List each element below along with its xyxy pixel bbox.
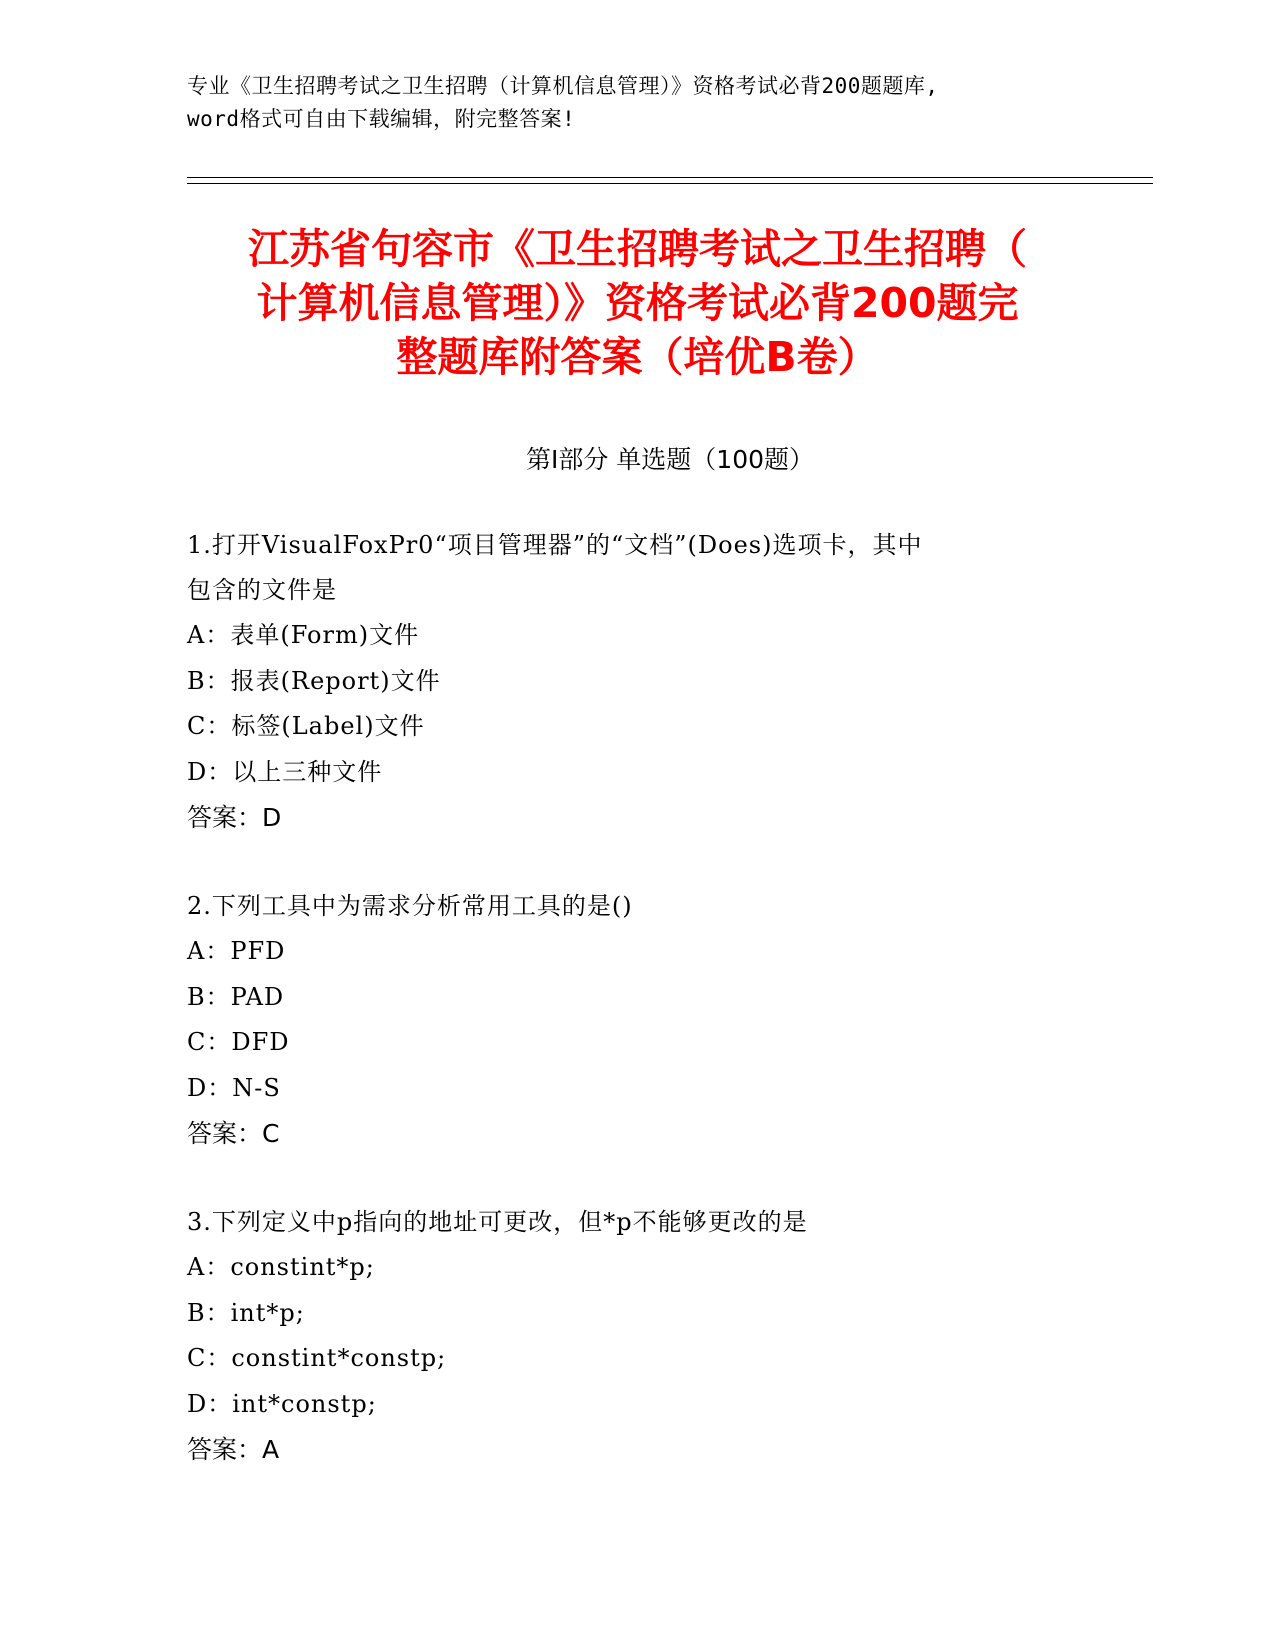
option-b: B：PAD	[187, 982, 285, 1011]
question-2	[187, 884, 1087, 1157]
title-line-2: 计算机信息管理）》资格考试必背200题完	[256, 279, 1019, 327]
question-list	[187, 523, 1087, 1516]
option-b: B：报表(Report)文件	[187, 666, 441, 695]
answer: 答案：D	[187, 803, 282, 832]
option-a: A：表单(Form)文件	[187, 621, 420, 649]
option-a: A：constint*p;	[187, 1253, 375, 1281]
question-stem-continued: 包含的文件是	[187, 576, 337, 604]
option-a: A：PFD	[187, 937, 286, 965]
header-line-1: 专业《卫生招聘考试之卫生招聘（计算机信息管理）》资格考试必背200题题库,	[187, 74, 939, 98]
option-d: D：N-S	[187, 1073, 281, 1102]
option-b: B：int*p;	[187, 1298, 305, 1327]
question-stem: 2.下列工具中为需求分析常用工具的是()	[187, 892, 633, 920]
answer: 答案：A	[187, 1435, 280, 1464]
question-stem: 1.打开VisualFoxPr0“项目管理器”的“文档”(Does)选项卡，其中	[187, 531, 923, 559]
title-line-3: 整题库附答案（培优B卷）	[396, 333, 879, 381]
option-d: D：以上三种文件	[187, 757, 383, 786]
section-heading: 第Ⅰ部分 单选题（100题）	[525, 445, 815, 474]
answer: 答案：C	[187, 1119, 280, 1148]
question-3	[187, 1200, 1087, 1473]
question-stem: 3.下列定义中p指向的地址可更改，但*p不能够更改的是	[187, 1208, 808, 1236]
option-d: D：int*constp;	[187, 1389, 377, 1418]
option-c: C：DFD	[187, 1028, 290, 1056]
header-divider-bottom	[187, 183, 1153, 184]
header-line-2: word格式可自由下载编辑，附完整答案!	[187, 107, 576, 131]
title-line-1: 江苏省句容市《卫生招聘考试之卫生招聘（	[248, 225, 1027, 273]
option-c: C：constint*constp;	[187, 1344, 447, 1372]
option-c: C：标签(Label)文件	[187, 712, 425, 740]
document-title	[160, 222, 1115, 384]
header-divider-top	[187, 177, 1153, 178]
question-1	[187, 523, 1087, 841]
document-header	[187, 70, 1087, 136]
